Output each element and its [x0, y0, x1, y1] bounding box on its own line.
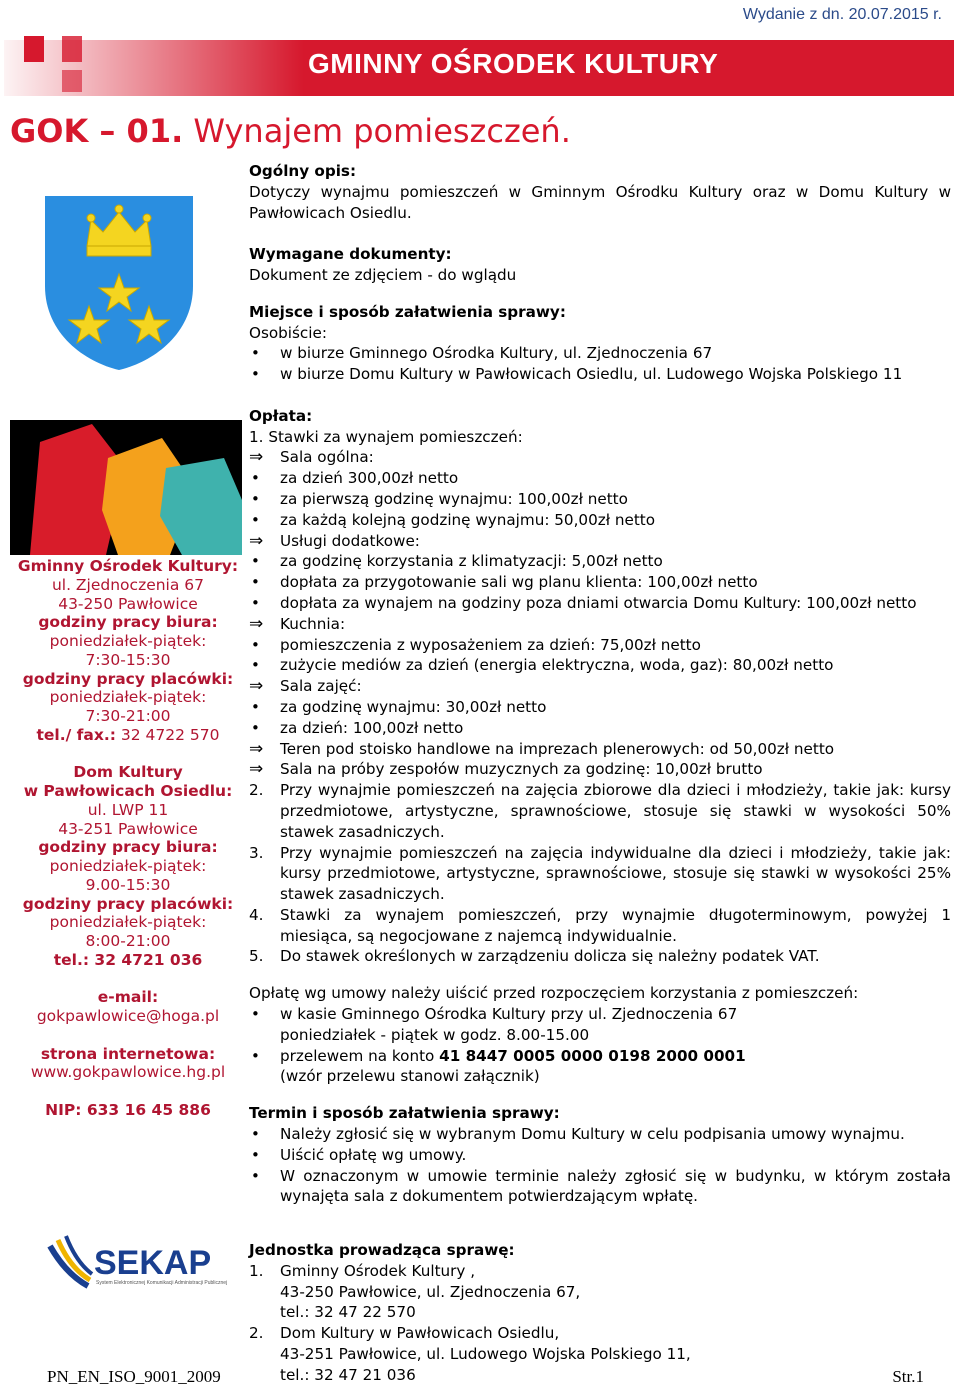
rate-item: ⇒ Sala ogólna:: [249, 447, 951, 468]
fee-text: Przy wynajmie pomieszczeń na zajęcia indywidualne dla dzieci i młodzieży, takie jak: kursy przedmiotowe, artystyczne, sprawnościowe, stosuje się stawki w wysokości 25% stawek zasadniczych.: [280, 843, 951, 904]
unit-line: tel.: 32 47 21 036: [280, 1365, 416, 1384]
unit-line: tel.: 32 47 22 570: [280, 1303, 416, 1322]
fee-item-5: [249, 946, 951, 967]
rate-item: • za godzinę korzystania z klimatyzacji: 5,00zł netto: [249, 551, 951, 572]
general-text: Dotyczy wynajmu pomieszczeń w Gminnym Ośrodku Kultury oraz w Domu Kultury w Pawłowicach Osiedlu.: [249, 182, 951, 222]
dk-office-hours-label: godziny pracy biura:: [38, 838, 218, 857]
gok-logo: [10, 420, 242, 555]
term-item: • W oznaczonym w umowie terminie należy zgłosić się w budynku, w którym została wynajęta sala z dokumentem potwierdzającym wpłatę.: [249, 1166, 951, 1208]
unit-heading: Jednostka prowadząca sprawę:: [249, 1241, 515, 1260]
payment-intro: Opłatę wg umowy należy uiścić przed rozpoczęciem korzystania z pomieszczeń:: [249, 984, 859, 1003]
payment-item: [249, 1046, 951, 1088]
phone-label: tel./ fax.:: [36, 725, 116, 744]
rate-item: • za pierwszą godzinę wynajmu: 100,00zł netto: [249, 489, 951, 510]
footer-doc-code: PN_EN_ISO_9001_2009: [47, 1367, 221, 1386]
fee-item-3: [249, 843, 951, 905]
rate-item: ⇒ Sala na próby zespołów muzycznych za godzinę: 10,00zł brutto: [249, 759, 951, 780]
dk-office-hours: 9.00-15:30: [85, 875, 171, 894]
term-heading: Termin i sposób załatwienia sprawy:: [249, 1104, 560, 1123]
web-label: strona internetowa:: [40, 1044, 216, 1063]
rate-item: • pomieszczenia z wyposażeniem za dzień: 75,00zł netto: [249, 635, 951, 656]
rates-list: [249, 447, 951, 780]
rate-item: • za dzień: 100,00zł netto: [249, 718, 951, 739]
branch-hours-label: godziny pracy placówki:: [22, 669, 234, 688]
decor-square: [62, 70, 82, 92]
header-fade: [4, 0, 304, 96]
gok-label: Gminny Ośrodek Kultury:: [17, 557, 239, 575]
org-title: GMINNY OŚRODEK KULTURY: [308, 48, 719, 79]
payment-item: [249, 1004, 951, 1046]
fee-text: Przy wynajmie pomieszczeń na zajęcia zbiorowe dla dzieci i młodzieży, takie jak: kursy przedmiotowe, artystyczne, sprawnościowe, stosuje się stawki w wysokości 50% stawek zasadniczych.: [280, 781, 951, 841]
fee-heading: Opłata:: [249, 406, 313, 425]
term-item: • Należy zgłosić się w wybranym Domu Kultury w celu podpisania umowy wynajmu.: [249, 1124, 951, 1145]
rate-item: • dopłata za przygotowanie sali wg planu klienta: 100,00zł netto: [249, 572, 951, 593]
sekap-subtitle: System Elektronicznej Komunikacji Administracji Publicznej: [96, 1280, 228, 1286]
fee-number: 1.: [249, 427, 264, 446]
edition-date: Wydanie z dn. 20.07.2015 r.: [742, 6, 942, 23]
branch-hours: 7:30-21:00: [85, 707, 171, 725]
nip: NIP: 633 16 45 886: [45, 1100, 211, 1119]
dk-city: 43-251 Pawłowice: [58, 819, 198, 838]
fee-text: Do stawek określonych w zarządzeniu dolicza się należny podatek VAT.: [280, 947, 820, 966]
email-label: e-mail:: [97, 988, 159, 1007]
term-item: • Uiścić opłatę wg umowy.: [249, 1145, 951, 1166]
decor-square: [62, 36, 82, 62]
payment-line: [280, 1046, 951, 1067]
footer-page-number: Str.1: [892, 1367, 924, 1386]
rate-item: • za dzień 300,00zł netto: [249, 468, 951, 489]
place-heading: Miejsce i sposób załatwienia sprawy:: [249, 302, 566, 321]
unit-number: 1.: [249, 1261, 264, 1280]
unit-line: Dom Kultury w Pawłowicach Osiedlu,: [280, 1324, 560, 1343]
gok-city: 43-250 Pawłowice: [58, 594, 198, 613]
fee-number: 3.: [249, 843, 264, 862]
unit-line: Gminny Ośrodek Kultury ,: [280, 1261, 476, 1280]
branch-days: poniedziałek-piątek:: [49, 688, 207, 707]
general-heading: Ogólny opis:: [249, 162, 357, 180]
office-hours: 7:30-15:30: [85, 650, 171, 669]
dk-branch-hours: 8:00-21:00: [85, 932, 171, 950]
dk-phone-label: tel.:: [53, 950, 90, 969]
docs-heading: Wymagane dokumenty:: [249, 245, 452, 264]
web-link[interactable]: www.gokpawlowice.hg.pl: [30, 1063, 226, 1082]
dk-office-days: poniedziałek-piątek:: [49, 857, 207, 875]
fee-text: Stawki za wynajem pomieszczeń:: [268, 427, 523, 446]
doc-code: GOK – 01.: [10, 112, 184, 150]
phone-line: [10, 726, 246, 745]
unit-item-2: [249, 1323, 951, 1385]
phone-value: 32 4722 570: [115, 725, 220, 744]
rate-item: • dopłata za wynajem na godziny poza dniami otwarcia Domu Kultury: 100,00zł netto: [249, 593, 951, 614]
coat-of-arms-logo: [43, 194, 195, 372]
bank-account: 41 8447 0005 0000 0198 2000 0001: [439, 1046, 746, 1065]
gok-street: ul. Zjednoczenia 67: [51, 575, 205, 594]
dk-street: ul. LWP 11: [87, 800, 169, 819]
sidebar-contact: [10, 557, 246, 1120]
fee-item-4: [249, 905, 951, 947]
rate-item: ⇒ Teren pod stoisko handlowe na imprezach plenerowych: od 50,00zł netto: [249, 739, 951, 760]
dk-branch-hours-label: godziny pracy placówki:: [22, 894, 234, 913]
list-item: • w biurze Domu Kultury w Pawłowicach Osiedlu, ul. Ludowego Wojska Polskiego 11: [249, 364, 951, 385]
payment-line: poniedziałek - piątek w godz. 8.00-15.00: [280, 1025, 590, 1044]
office-days: poniedziałek-piątek:: [49, 632, 207, 650]
page-title: [10, 112, 571, 150]
dk-phone-line: [10, 951, 246, 970]
rate-item: • za godzinę wynajmu: 30,00zł netto: [249, 697, 951, 718]
docs-text: Dokument ze zdjęciem - do wglądu: [249, 265, 517, 284]
payment-text: przelewem na konto: [280, 1046, 440, 1065]
rate-item: • zużycie mediów za dzień (energia elektryczna, woda, gaz): 80,00zł netto: [249, 655, 951, 676]
place-intro: Osobiście:: [249, 323, 327, 342]
list-item: • w biurze Gminnego Ośrodka Kultury, ul. Zjednoczenia 67: [249, 343, 951, 364]
main-content: [249, 161, 951, 1386]
fee-item-2: [249, 780, 951, 842]
unit-item-1: [249, 1261, 951, 1323]
unit-number: 2.: [249, 1324, 264, 1343]
doc-title: Wynajem pomieszczeń.: [183, 112, 571, 150]
decor-square: [24, 36, 44, 62]
sekap-logo: [48, 1234, 228, 1294]
dk-label-2: w Pawłowicach Osiedlu:: [23, 782, 233, 800]
dk-branch-days: poniedziałek-piątek:: [49, 913, 207, 932]
fee-number: 2.: [249, 781, 264, 800]
office-hours-label: godziny pracy biura:: [38, 613, 218, 632]
fee-item-1: [249, 427, 951, 448]
unit-line: 43-251 Pawłowice, ul. Ludowego Wojska Polskiego 11,: [280, 1345, 691, 1364]
email-link[interactable]: gokpawlowice@hoga.pl: [36, 1007, 220, 1025]
fee-number: 4.: [249, 905, 264, 924]
unit-line: 43-250 Pawłowice, ul. Zjednoczenia 67,: [280, 1282, 581, 1301]
rate-item: • za każdą kolejną godzinę wynajmu: 50,00zł netto: [249, 510, 951, 531]
dk-label: Dom Kultury: [73, 763, 183, 782]
rate-item: ⇒ Kuchnia:: [249, 614, 951, 635]
fee-text: Stawki za wynajem pomieszczeń, przy wynajmie długoterminowym, powyżej 1 miesiąca, są negocjowane z najemcą indywidualnie.: [280, 905, 951, 945]
sekap-name: SEKAP: [94, 1244, 212, 1282]
fee-number: 5.: [249, 947, 264, 966]
payment-line: • w kasie Gminnego Ośrodka Kultury przy ul. Zjednoczenia 67: [280, 1005, 738, 1024]
dk-phone-value: 32 4721 036: [89, 950, 203, 969]
payment-line: (wzór przelewu stanowi załącznik): [280, 1067, 540, 1086]
rate-item: ⇒ Usługi dodatkowe:: [249, 531, 951, 552]
rate-item: ⇒ Sala zajęć:: [249, 676, 951, 697]
